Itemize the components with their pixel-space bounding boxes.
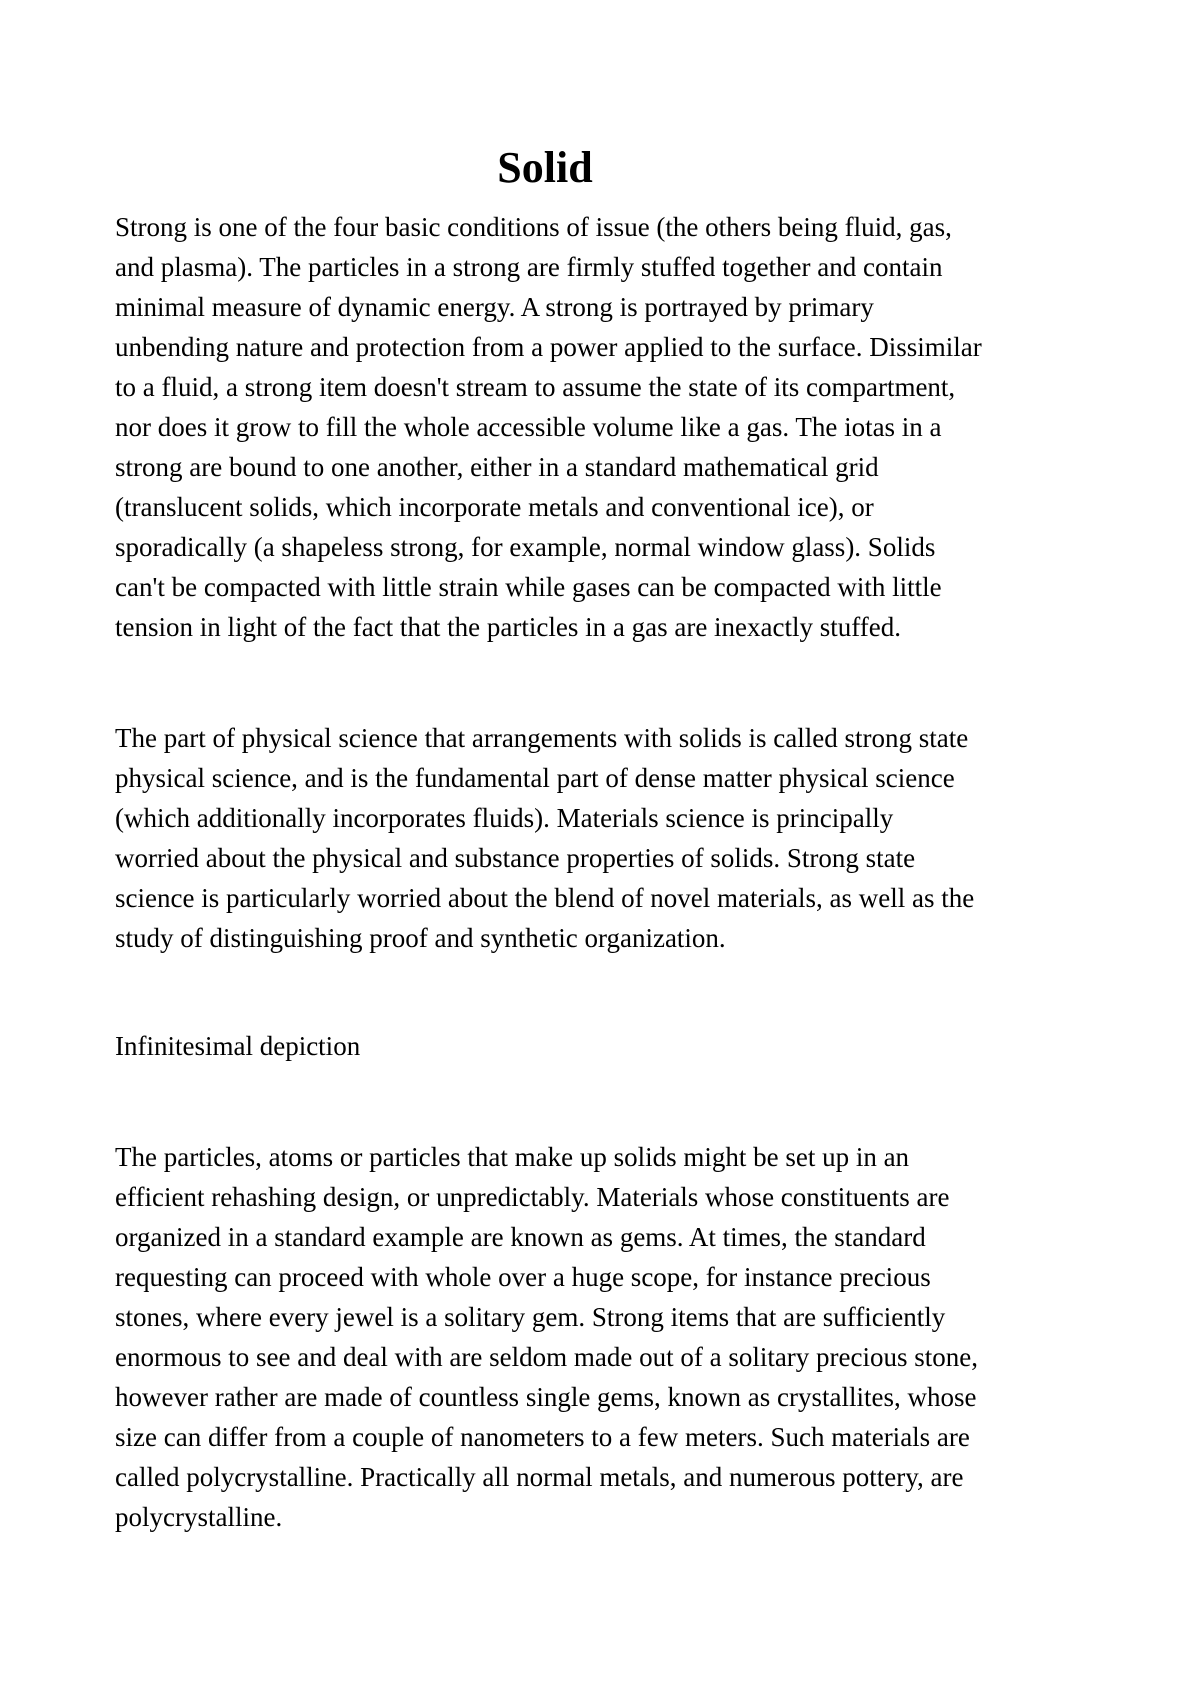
text-line: worried about the physical and substance properties of solids. Strong state <box>115 843 916 873</box>
text-line: The particles, atoms or particles that make up solids might be set up in an <box>115 1142 910 1172</box>
document-title: Solid <box>497 143 593 192</box>
text-line: physical science, and is the fundamental part of dense matter physical science <box>115 763 955 793</box>
text-line: can't be compacted with little strain while gases can be compacted with little <box>115 572 942 602</box>
text-line: size can differ from a couple of nanometers to a few meters. Such materials are <box>115 1422 970 1452</box>
paragraph-microscopic-description <box>115 1137 1105 1537</box>
text-line: Strong is one of the four basic conditions of issue (the others being fluid, gas, <box>115 212 952 242</box>
text-line: unbending nature and protection from a power applied to the surface. Dissimilar <box>115 332 982 362</box>
text-line: stones, where every jewel is a solitary gem. Strong items that are sufficiently <box>115 1302 946 1332</box>
paragraph-states-of-matter <box>115 207 1105 647</box>
text-line: organized in a standard example are known as gems. At times, the standard <box>115 1222 926 1252</box>
text-line: (translucent solids, which incorporate metals and conventional ice), or <box>115 492 874 522</box>
text-line: polycrystalline. <box>115 1502 283 1532</box>
text-line: minimal measure of dynamic energy. A strong is portrayed by primary <box>115 292 874 322</box>
text-line: and plasma). The particles in a strong are firmly stuffed together and contain <box>115 252 943 282</box>
text-line: called polycrystalline. Practically all normal metals, and numerous pottery, are <box>115 1462 964 1492</box>
text-line: The part of physical science that arrangements with solids is called strong state <box>115 723 969 753</box>
text-line: study of distinguishing proof and synthetic organization. <box>115 923 726 953</box>
text-line: (which additionally incorporates fluids). Materials science is principally <box>115 803 894 833</box>
text-line: however rather are made of countless single gems, known as crystallites, whose <box>115 1382 977 1412</box>
text-line: tension in light of the fact that the particles in a gas are inexactly stuffed. <box>115 612 901 642</box>
text-line: nor does it grow to fill the whole accessible volume like a gas. The iotas in a <box>115 412 942 442</box>
text-line: to a fluid, a strong item doesn't stream to assume the state of its compartment, <box>115 372 956 402</box>
paragraph-solid-state-physics <box>115 718 1105 958</box>
text-line: science is particularly worried about the blend of novel materials, as well as the <box>115 883 975 913</box>
text-line: enormous to see and deal with are seldom made out of a solitary precious stone, <box>115 1342 979 1372</box>
text-line: strong are bound to one another, either in a standard mathematical grid <box>115 452 879 482</box>
section-heading: Infinitesimal depiction <box>115 1031 361 1061</box>
text-line: efficient rehashing design, or unpredictably. Materials whose constituents are <box>115 1182 950 1212</box>
text-line: requesting can proceed with whole over a huge scope, for instance precious <box>115 1262 931 1292</box>
text-line: sporadically (a shapeless strong, for example, normal window glass). Solids <box>115 532 936 562</box>
